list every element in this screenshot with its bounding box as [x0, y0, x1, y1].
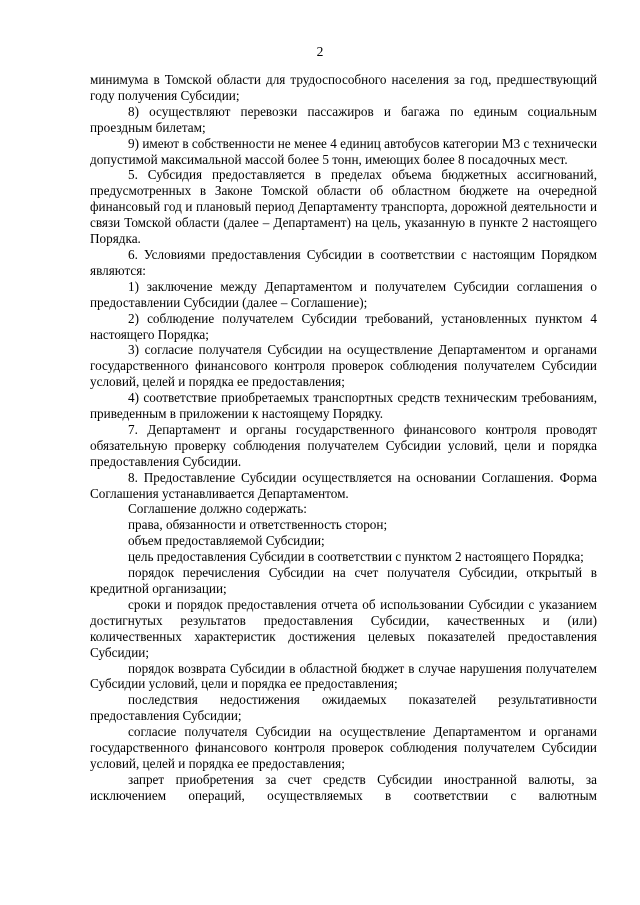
- paragraph: 7. Департамент и органы государственного финансового контроля проводят обязательную проверку соблюдения получателем Субсидии условий, цели и порядка предоставления Субсидии.: [90, 421, 597, 469]
- paragraph: последствия недостижения ожидаемых показателей результативности предоставления Субсидии;: [90, 692, 597, 724]
- paragraph: 1) заключение между Департаментом и получателем Субсидии соглашения о предоставлении Субсидии (далее – Соглашение);: [90, 278, 597, 310]
- paragraph: цель предоставления Субсидии в соответствии с пунктом 2 настоящего Порядка;: [128, 549, 584, 565]
- paragraph: 5. Субсидия предоставляется в пределах объема бюджетных ассигнований, предусмотренных в Законе Томской области об областном бюджете на очередной финансовый год и плановый период Департаменту транспорта, дорожной деятельности и связи Томской области (далее – Департамент) на цель, указанную в пункте 2 настоящего Порядка.: [90, 167, 597, 247]
- document-body: [90, 72, 597, 804]
- paragraph: объем предоставляемой Субсидии;: [128, 533, 325, 549]
- paragraph: 4) соответствие приобретаемых транспортных средств техническим требованиям, приведенным в приложении к настоящему Порядку.: [90, 390, 597, 422]
- paragraph: порядок возврата Субсидии в областной бюджет в случае нарушения получателем Субсидии условий, цели и порядка ее предоставления;: [90, 660, 597, 692]
- paragraph: запрет приобретения за счет средств Субсидии иностранной валюты, за исключением операций, осуществляемых в соответствии с валютным: [90, 771, 597, 803]
- paragraph: 8) осуществляют перевозки пассажиров и багажа по единым социальным проездным билетам;: [90, 103, 597, 135]
- paragraph: 3) согласие получателя Субсидии на осуществление Департаментом и органами государственного финансового контроля проверок соблюдения получателем Субсидии условий, целей и порядка ее предоставления;: [90, 342, 597, 390]
- page-number: 2: [316, 44, 324, 59]
- paragraph: Соглашение должно содержать:: [128, 501, 307, 517]
- paragraph-continuation: минимума в Томской области для трудоспособного населения за год, предшествующий году получения Субсидии;: [90, 72, 597, 103]
- paragraph: 9) имеют в собственности не менее 4 единиц автобусов категории М3 с технически допустимой максимальной массой более 5 тонн, имеющих более 8 посадочных мест.: [90, 135, 597, 167]
- paragraph: сроки и порядок предоставления отчета об использовании Субсидии с указанием достигнутых результатов предоставления Субсидии, качественных и (или) количественных характеристик достижения целевых показателей предоставления Субсидии;: [90, 596, 597, 660]
- paragraph: 6. Условиями предоставления Субсидии в соответствии с настоящим Порядком являются:: [90, 246, 597, 278]
- paragraph: порядок перечисления Субсидии на счет получателя Субсидии, открытый в кредитной организации;: [90, 565, 597, 596]
- paragraph: 8. Предоставление Субсидии осуществляется на основании Соглашения. Форма Соглашения устанавливается Департаментом.: [90, 469, 597, 501]
- paragraph: права, обязанности и ответственность сторон;: [128, 517, 388, 533]
- paragraph: 2) соблюдение получателем Субсидии требований, установленных пунктом 4 настоящего Порядка;: [90, 310, 597, 342]
- paragraph: согласие получателя Субсидии на осуществление Департаментом и органами государственного финансового контроля проверок соблюдения получателем Субсидии условий, целей и порядка ее предоставления;: [90, 724, 597, 771]
